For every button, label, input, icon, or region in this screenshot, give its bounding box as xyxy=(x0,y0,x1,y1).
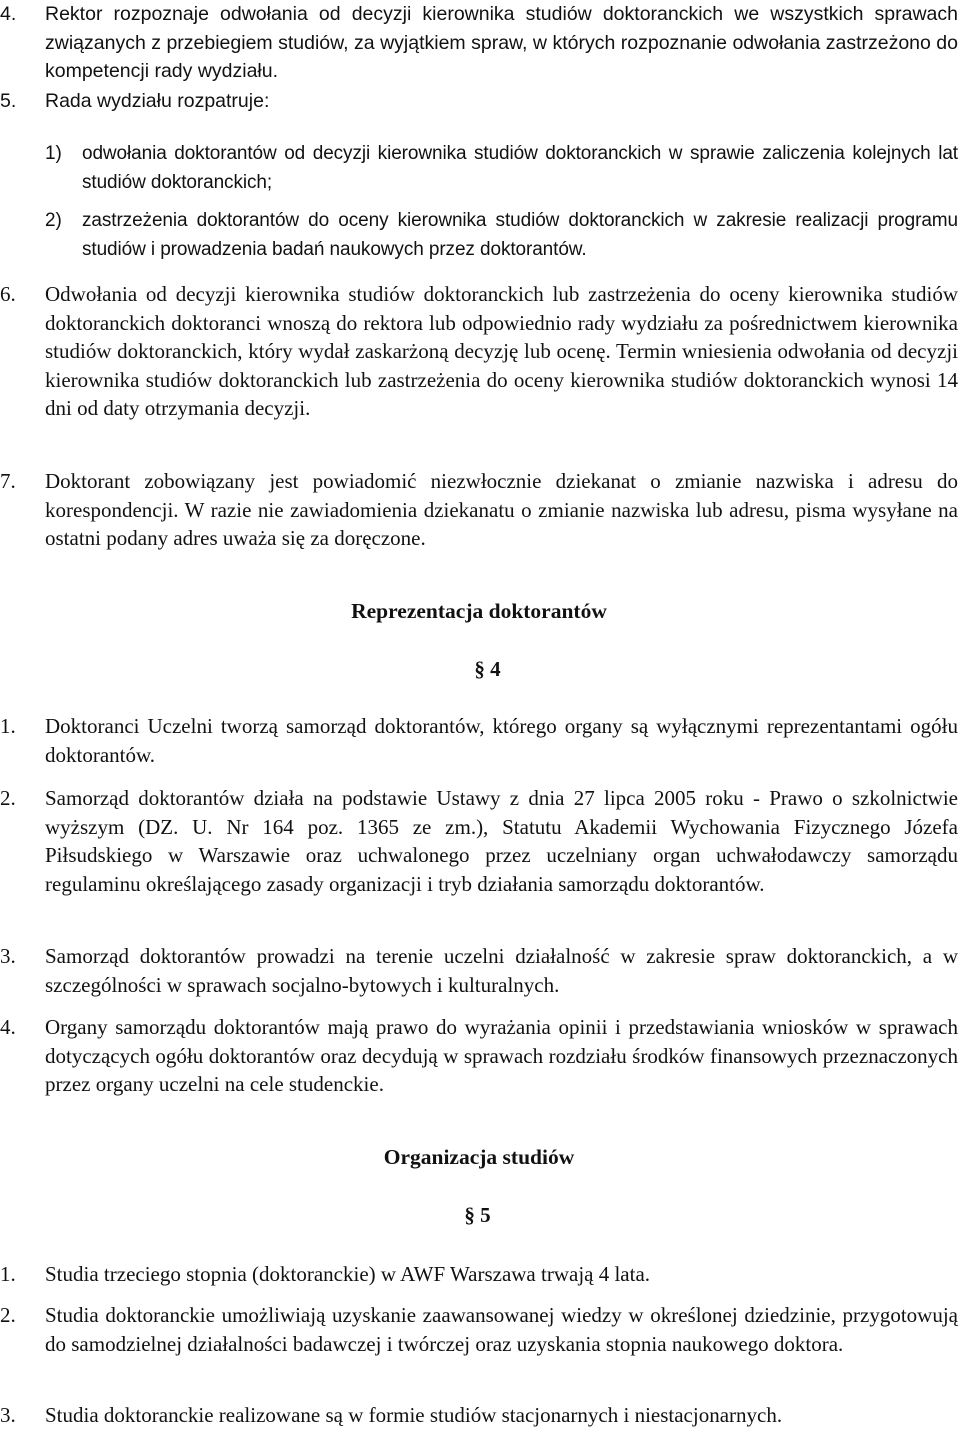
item-text: Rada wydziału rozpatruje: xyxy=(45,90,270,112)
item-text: Studia doktoranckie realizowane są w formie studiów stacjonarnych i niestacjonarnych. xyxy=(45,1403,783,1427)
reprezentacja-item-3 xyxy=(0,942,958,999)
item-number: 3. xyxy=(0,944,16,968)
reprezentacja-item-1 xyxy=(0,712,958,769)
paragraph-number-4: § 4 xyxy=(474,657,501,681)
subitem-number: 2) xyxy=(45,210,62,231)
subitem-5-2 xyxy=(45,207,958,264)
item-text: Doktorant zobowiązany jest powiadomić niezwłocznie dziekanat o zmianie nazwiska i adresu do korespondencji. W razie nie zawiadomienia dziekanatu o zmianie nazwiska lub adresu, pisma wysyłane na ostatni podany adres uważa się za doręczone. xyxy=(45,469,958,551)
item-text: Doktoranci Uczelni tworzą samorząd doktorantów, którego organy są wyłącznymi reprezentantami ogółu doktorantów. xyxy=(45,714,958,767)
section-heading-reprezentacja: Reprezentacja doktorantów xyxy=(351,599,607,623)
section-heading-organizacja: Organizacja studiów xyxy=(383,1145,575,1169)
item-text: Rektor rozpoznaje odwołania od decyzji kierownika studiów doktoranckich we wszystkich sprawach związanych z przebiegiem studiów, za wyjątkiem spraw, w których rozpoznanie odwołania zastrzeżono do kompetencji rady wydziału. xyxy=(45,3,958,83)
item-number: 7. xyxy=(0,469,16,493)
item-number: 2. xyxy=(0,786,16,810)
item-text: Organy samorządu doktorantów mają prawo do wyrażania opinii i przedstawiania wniosków w sprawach dotyczących ogółu doktorantów oraz decydują w sprawach rozdziału środków finansowych przeznaczonych przez organy uczelni na cele studenckie. xyxy=(45,1015,958,1097)
item-text: Samorząd doktorantów prowadzi na terenie uczelni działalność w zakresie spraw doktoranckich, a w szczególności w sprawach socjalno-bytowych i kulturalnych. xyxy=(45,944,958,997)
organizacja-item-3 xyxy=(0,1401,958,1430)
subitem-text: zastrzeżenia doktorantów do oceny kierownika studiów doktoranckich w zakresie realizacji programu studiów i prowadzenia badań naukowych przez doktorantów. xyxy=(82,210,958,260)
item-number: 6. xyxy=(0,282,16,306)
item-text: Samorząd doktorantów działa na podstawie Ustawy z dnia 27 lipca 2005 roku - Prawo o szkolnictwie wyższym (DZ. U. Nr 164 poz. 1365 ze zm.), Statutu Akademii Wychowania Fizycznego Józefa Piłsudskiego w Warszawie oraz uchwalonego przez uczelniany organ uchwałodawczy samorządu regulaminu określającego zasady organizacji i tryb działania samorządu doktorantów. xyxy=(45,786,958,896)
reprezentacja-item-4 xyxy=(0,1013,958,1099)
subitem-5-1 xyxy=(45,140,958,197)
organizacja-item-1 xyxy=(0,1260,958,1289)
subitem-text: odwołania doktorantów od decyzji kierownika studiów doktoranckich w sprawie zaliczenia kolejnych lat studiów doktoranckich; xyxy=(82,143,958,193)
organizacja-item-2 xyxy=(0,1301,958,1358)
item-number: 2. xyxy=(0,1303,16,1327)
item-number: 1. xyxy=(0,714,16,738)
item-number: 3. xyxy=(0,1403,16,1427)
subitem-number: 1) xyxy=(45,143,62,164)
item-5 xyxy=(0,87,958,116)
item-6 xyxy=(0,280,958,423)
item-4 xyxy=(0,0,958,86)
item-text: Odwołania od decyzji kierownika studiów doktoranckich lub zastrzeżenia do oceny kierownika studiów doktoranckich doktoranci wnoszą do rektora lub odpowiednio rady wydziału za pośrednictwem kierownika studiów doktoranckich, który wydał zaskarżoną decyzję lub ocenę. Termin wniesienia odwołania od decyzji kierownika studiów doktoranckich lub zastrzeżenia do oceny kierownika studiów doktoranckich wynosi 14 dni od daty otrzymania decyzji. xyxy=(45,282,958,421)
item-text: Studia trzeciego stopnia (doktoranckie) w AWF Warszawa trwają 4 lata. xyxy=(45,1262,651,1286)
item-number: 1. xyxy=(0,1262,16,1286)
item-7 xyxy=(0,467,958,553)
paragraph-number-5: § 5 xyxy=(464,1203,491,1227)
item-number: 4. xyxy=(0,1015,16,1039)
item-number: 4. xyxy=(0,3,17,25)
reprezentacja-item-2 xyxy=(0,784,958,898)
item-number: 5. xyxy=(0,90,17,112)
item-text: Studia doktoranckie umożliwiają uzyskanie zaawansowanej wiedzy w określonej dziedzinie, przygotowują do samodzielnej działalności badawczej i twórczej oraz uzyskania stopnia naukowego doktora. xyxy=(45,1303,958,1356)
